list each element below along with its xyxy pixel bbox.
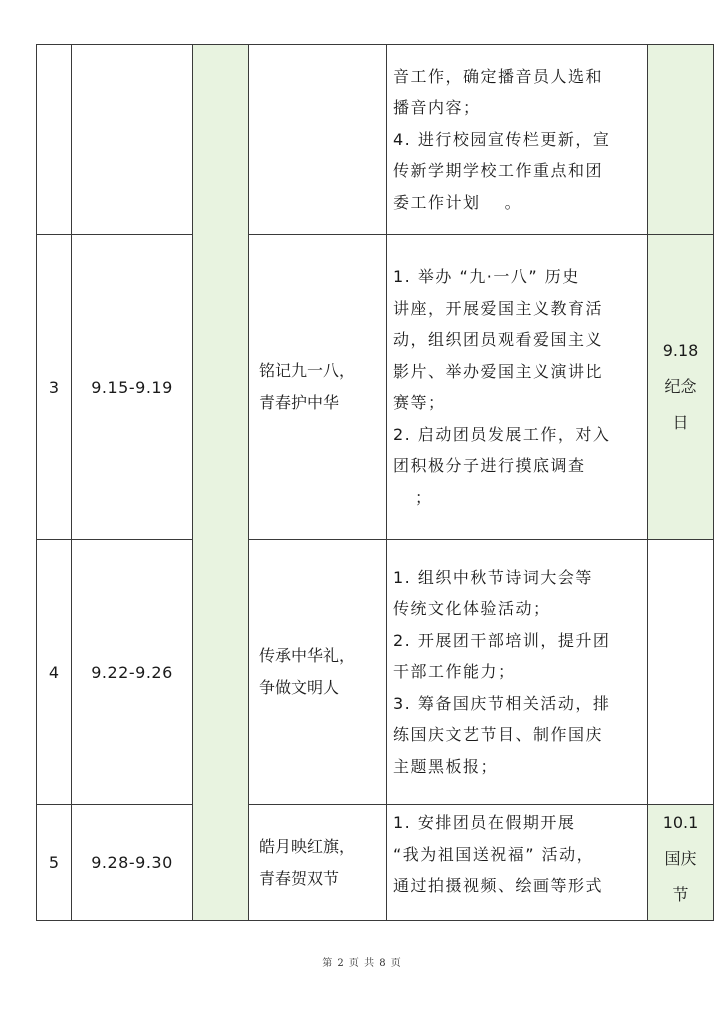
content-line: 干部工作能力； [393,662,516,682]
table-row [37,235,714,540]
note-line: 9.18 [662,341,699,360]
content-line: 1. 举办 “九·一八” 历史 [393,267,580,286]
note-line: 10.1 [662,813,699,832]
theme-cell [249,805,387,921]
content-cell [387,805,648,921]
content-line: 团积极分子进行摸底调查 [393,456,586,475]
note-cell [648,805,714,921]
activity-plan-table [36,44,714,921]
theme-line: 铭记九一八， [259,361,356,380]
theme-cell [249,540,387,805]
table-row [37,805,714,921]
note-cell [648,540,714,805]
table-row [37,540,714,805]
content-line: 音工作，确定播音员人选和 [393,66,604,86]
theme-cell [249,45,387,235]
date-range-cell [72,45,193,235]
week-number-cell: 4 [37,540,72,805]
note-cell [648,235,714,540]
note-line: 节 [672,885,689,904]
content-line: 主题黑板报； [393,756,499,776]
date-range-cell: 9.28-9.30 [72,805,193,921]
content-line: ； [415,487,433,507]
content-cell [387,235,648,540]
date-range-cell: 9.15-9.19 [72,235,193,540]
note-line: 国庆 [664,849,697,868]
content-line: 影片、举办爱国主义演讲比 [393,361,604,381]
content-line: 播音内容； [393,98,481,118]
table-row [37,45,714,235]
merged-blank-column [193,45,249,921]
content-line: 传新学期学校工作重点和团 [393,161,604,181]
content-line: 赛等； [393,393,446,412]
content-line: 通过拍摄视频、绘画等形式 [393,876,604,895]
note-line: 日 [672,413,689,432]
content-line: 练国庆文艺节目、制作国庆 [393,725,604,745]
content-line: 2. 开展团干部培训，提升团 [393,630,611,650]
note-cell [648,45,714,235]
content-line: 1. 组织中秋节诗词大会等 [393,567,593,587]
content-line: 1. 安排团员在假期开展 [393,813,576,832]
theme-line: 青春贺双节 [259,868,340,888]
content-line: 动，组织团员观看爱国主义 [393,330,604,349]
theme-line: 传承中华礼， [259,646,356,665]
theme-line: 皓月映红旗， [259,836,356,856]
content-line: 委工作计划 。 [393,192,523,212]
content-line: 3. 筹备国庆节相关活动，排 [393,693,611,713]
week-number-cell [37,45,72,235]
theme-cell [249,235,387,540]
content-line: 4. 进行校园宣传栏更新，宣 [393,129,611,149]
content-line: 讲座，开展爱国主义教育活 [393,298,604,318]
content-cell [387,45,648,235]
note-line: 纪念 [664,377,697,396]
page-footer: 第 2 页 共 8 页 [322,958,402,969]
theme-line: 青春护中华 [259,393,340,412]
theme-line: 争做文明人 [259,678,340,697]
content-cell [387,540,648,805]
content-line: 2. 启动团员发展工作，对入 [393,424,611,444]
week-number-cell: 3 [37,235,72,540]
content-line: “我为祖国送祝福” 活动， [393,844,595,864]
week-number-cell: 5 [37,805,72,921]
date-range-cell: 9.22-9.26 [72,540,193,805]
content-line: 传统文化体验活动； [393,599,551,619]
